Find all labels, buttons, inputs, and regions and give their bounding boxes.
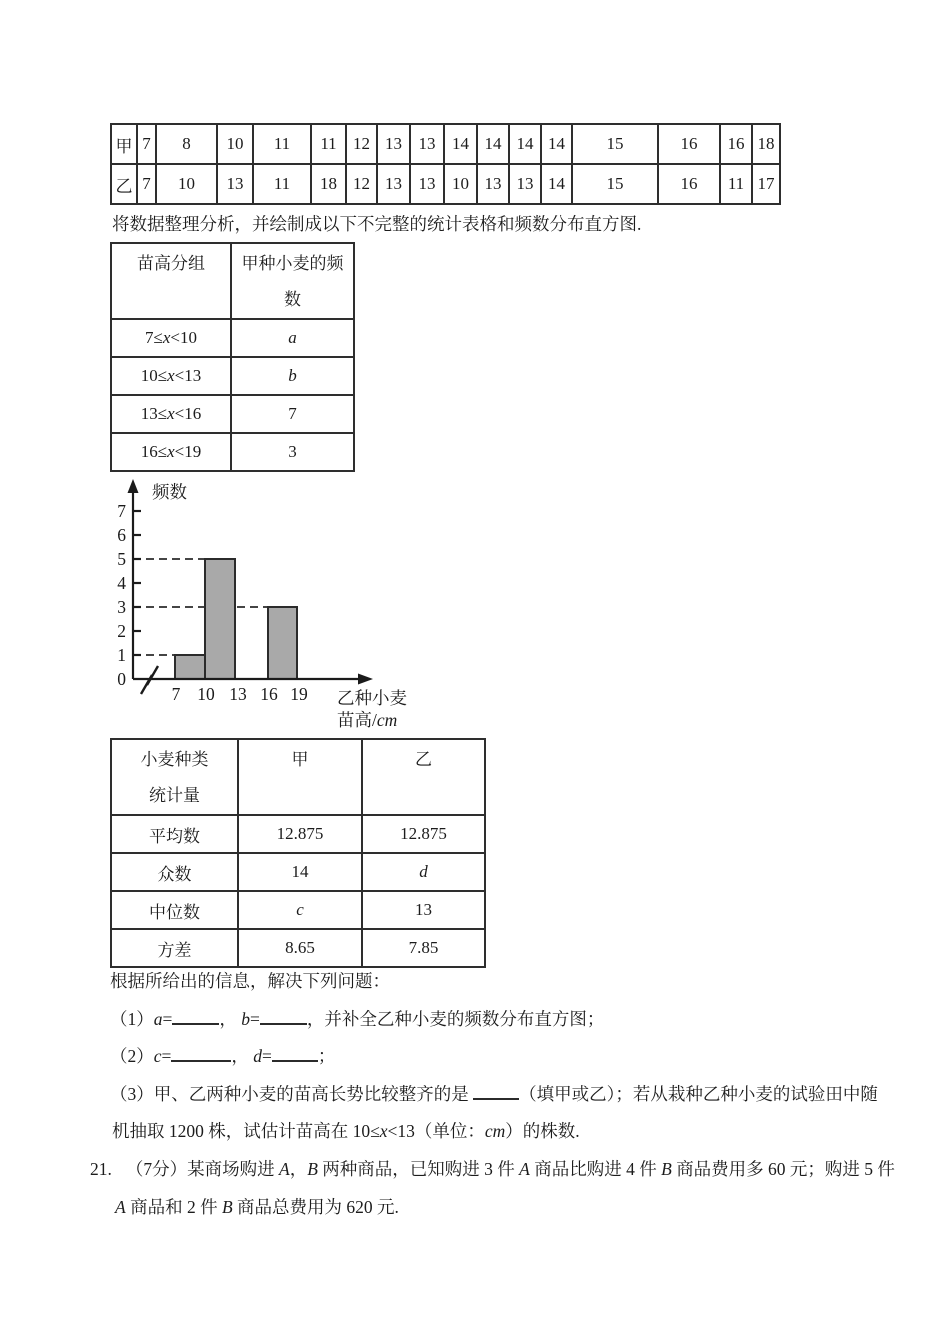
stat-jia: 12.875 [238, 815, 362, 853]
range-cell [111, 357, 231, 395]
equals: = [162, 1009, 173, 1029]
cell: 16 [658, 164, 720, 204]
range-var: x [167, 404, 175, 423]
freq-row [111, 433, 354, 471]
question-3-line2 [112, 1118, 580, 1143]
var-c: c [153, 1046, 162, 1066]
ytick-2: 2 [117, 621, 126, 641]
x-axis-title-line1: 乙种小麦 [337, 688, 407, 708]
cell: 16 [658, 124, 720, 164]
cell: 14 [444, 124, 477, 164]
row-jia [111, 124, 780, 164]
ytick-1: 1 [117, 645, 126, 665]
ytick-7: 7 [117, 501, 126, 521]
cell: 10 [156, 164, 217, 204]
cell: 13 [410, 124, 444, 164]
ytick-6: 6 [117, 525, 126, 545]
item-21-number: 21. [90, 1159, 112, 1179]
cell: 17 [752, 164, 780, 204]
header-jia: 甲 [238, 739, 362, 815]
question-1 [110, 1006, 604, 1031]
xtick-13: 13 [229, 684, 247, 704]
ytick-5: 5 [117, 549, 126, 569]
cell: 15 [572, 124, 658, 164]
questions-lead: 根据所给出的信息，解决下列问题： [110, 971, 390, 991]
item-21-line2-p2: 商品总费用为 620 元. [232, 1197, 399, 1217]
bar-10-13 [205, 559, 235, 679]
jia-frequency-table [110, 242, 355, 472]
answer-blank-d [272, 1043, 318, 1062]
answer-blank-q3 [473, 1081, 519, 1100]
header-frequency-line1: 甲种小麦的频 [241, 254, 344, 273]
item-21-p5: 商品费用多 60 元；购进 5 件 [671, 1159, 895, 1179]
stats-row [111, 929, 485, 967]
xtick-10: 10 [197, 684, 215, 704]
equals: = [262, 1046, 272, 1066]
item-21-line2 [115, 1194, 399, 1219]
x-axis-title-line2 [337, 710, 397, 730]
xtick-16: 16 [260, 684, 278, 704]
var-x: x [379, 1121, 388, 1141]
question-3-line1 [110, 1081, 878, 1106]
stat-yi: 7.85 [362, 929, 485, 967]
bar-16-19 [268, 607, 297, 679]
header-group: 苗高分组 [111, 243, 231, 319]
axes [133, 488, 360, 679]
cell: 7 [137, 164, 156, 204]
cell: 11 [253, 164, 311, 204]
separator: ， [231, 1046, 254, 1066]
y-axis-arrow [128, 479, 139, 493]
freq-cell: a [231, 319, 354, 357]
header-frequency-line2: 数 [284, 290, 301, 309]
range-pre: 10≤ [140, 366, 168, 385]
row-label: 甲 [111, 124, 137, 164]
range-post: <10 [170, 328, 197, 347]
item-21-p4: 商品比购进 4 件 [529, 1159, 662, 1179]
cell: 13 [377, 124, 410, 164]
cell: 11 [720, 164, 752, 204]
cell: 14 [509, 124, 541, 164]
range-post: <19 [174, 442, 202, 461]
xtick-7: 7 [171, 684, 181, 704]
item-21-p3: 两种商品，已知购进 3 件 [317, 1159, 520, 1179]
cell: 10 [444, 164, 477, 204]
equals: = [250, 1009, 260, 1029]
range-post: <13 [174, 366, 202, 385]
cell: 18 [311, 164, 346, 204]
range-pre: 13≤ [140, 404, 168, 423]
question-3-part2: （填甲或乙）；若从栽种乙种小麦的试验田中随 [519, 1084, 878, 1104]
cell: 10 [217, 124, 253, 164]
stat-label: 众数 [111, 853, 238, 891]
x-tick-labels [172, 684, 308, 704]
intro-text: 将数据整理分析，并绘制成以下不完整的统计表格和频数分布直方图. [112, 214, 642, 234]
question-2-tail: ； [317, 1046, 336, 1066]
item-21-p2: ， [289, 1159, 308, 1179]
range-var: x [167, 366, 175, 385]
stat-jia: 14 [238, 853, 362, 891]
stat-label: 方差 [111, 929, 238, 967]
range-var: x [167, 442, 175, 461]
cell: 12 [346, 164, 377, 204]
cell: 13 [377, 164, 410, 204]
range-pre: 16≤ [140, 442, 168, 461]
cell: 11 [311, 124, 346, 164]
y-axis-title: 频数 [152, 482, 187, 502]
equals: = [161, 1046, 172, 1066]
question-3-line2-p1: 机抽取 1200 株，试估计苗高在 10≤ [112, 1121, 380, 1141]
xtick-19: 19 [290, 684, 308, 704]
stat-jia: c [238, 891, 362, 929]
cell: 16 [720, 124, 752, 164]
item-21-p1: （7分）某商场购进 [125, 1159, 279, 1179]
cell: 7 [137, 124, 156, 164]
var-a: a [153, 1009, 163, 1029]
cell: 12 [346, 124, 377, 164]
stats-row [111, 815, 485, 853]
ytick-3: 3 [117, 597, 126, 617]
bars [175, 559, 297, 679]
freq-cell: 7 [231, 395, 354, 433]
separator: ， [219, 1009, 242, 1029]
var-B: B [661, 1159, 672, 1179]
question-3-number: （3） [110, 1084, 154, 1104]
ytick-0: 0 [117, 669, 126, 689]
range-cell [111, 395, 231, 433]
question-3-line2-p2: <13（单位： [387, 1121, 485, 1141]
cell: 18 [752, 124, 780, 164]
x-axis-title-unit: cm [376, 710, 398, 730]
question-1-number: （1） [110, 1009, 154, 1029]
bar-7-10 [175, 655, 205, 679]
cell: 13 [477, 164, 509, 204]
freq-row [111, 395, 354, 433]
question-2-number: （2） [110, 1046, 154, 1066]
freq-row [111, 357, 354, 395]
var-A: A [115, 1197, 126, 1217]
var-B: B [307, 1159, 318, 1179]
answer-blank-b [260, 1006, 307, 1025]
x-axis-arrow [358, 674, 373, 685]
question-2 [110, 1043, 335, 1068]
stats-row [111, 891, 485, 929]
question-3-part1: 甲、乙两种小麦的苗高长势比较整齐的是 [153, 1084, 474, 1104]
header-corner [111, 739, 238, 815]
cell: 14 [541, 124, 572, 164]
range-cell [111, 433, 231, 471]
stat-label: 中位数 [111, 891, 238, 929]
freq-row [111, 319, 354, 357]
range-pre: 7≤ [145, 328, 163, 347]
var-B: B [221, 1197, 233, 1217]
answer-blank-c [171, 1043, 231, 1062]
stat-jia: 8.65 [238, 929, 362, 967]
unit-cm: cm [484, 1121, 506, 1141]
cell: 13 [217, 164, 253, 204]
var-b: b [241, 1009, 250, 1029]
row-label: 乙 [111, 164, 137, 204]
stats-header [111, 739, 485, 815]
freq-table-header [111, 243, 354, 319]
cell: 11 [253, 124, 311, 164]
var-A: A [519, 1159, 530, 1179]
question-3-line2-p3: ）的株数. [505, 1121, 580, 1141]
dashed-guides [133, 559, 268, 655]
range-post: <16 [174, 404, 202, 423]
frequency-histogram [95, 478, 435, 738]
freq-cell: 3 [231, 433, 354, 471]
header-yi: 乙 [362, 739, 485, 815]
freq-cell: b [231, 357, 354, 395]
stat-yi: 12.875 [362, 815, 485, 853]
header-frequency [231, 243, 354, 319]
statistics-table [110, 738, 486, 968]
y-tick-labels [117, 501, 126, 689]
cell: 13 [509, 164, 541, 204]
row-yi [111, 164, 780, 204]
range-var: x [162, 328, 171, 347]
item-21-line2-p1: 商品和 2 件 [125, 1197, 222, 1217]
x-axis-title-pre: 苗高/ [337, 710, 377, 730]
raw-height-data-table [110, 123, 781, 205]
question-1-tail: ，并补全乙种小麦的频数分布直方图； [306, 1009, 605, 1029]
var-d: d [253, 1046, 263, 1066]
answer-blank-a [172, 1006, 219, 1025]
item-21-line1 [90, 1156, 895, 1181]
stats-row [111, 853, 485, 891]
cell: 14 [477, 124, 509, 164]
var-A: A [279, 1159, 290, 1179]
header-corner-line1: 小麦种类 [140, 750, 209, 769]
header-corner-line2: 统计量 [149, 786, 200, 805]
cell: 8 [156, 124, 217, 164]
cell: 13 [410, 164, 444, 204]
stat-yi: 13 [362, 891, 485, 929]
cell: 15 [572, 164, 658, 204]
range-cell [111, 319, 231, 357]
stat-yi: d [362, 853, 485, 891]
cell: 14 [541, 164, 572, 204]
ytick-4: 4 [117, 573, 126, 593]
stat-label: 平均数 [111, 815, 238, 853]
